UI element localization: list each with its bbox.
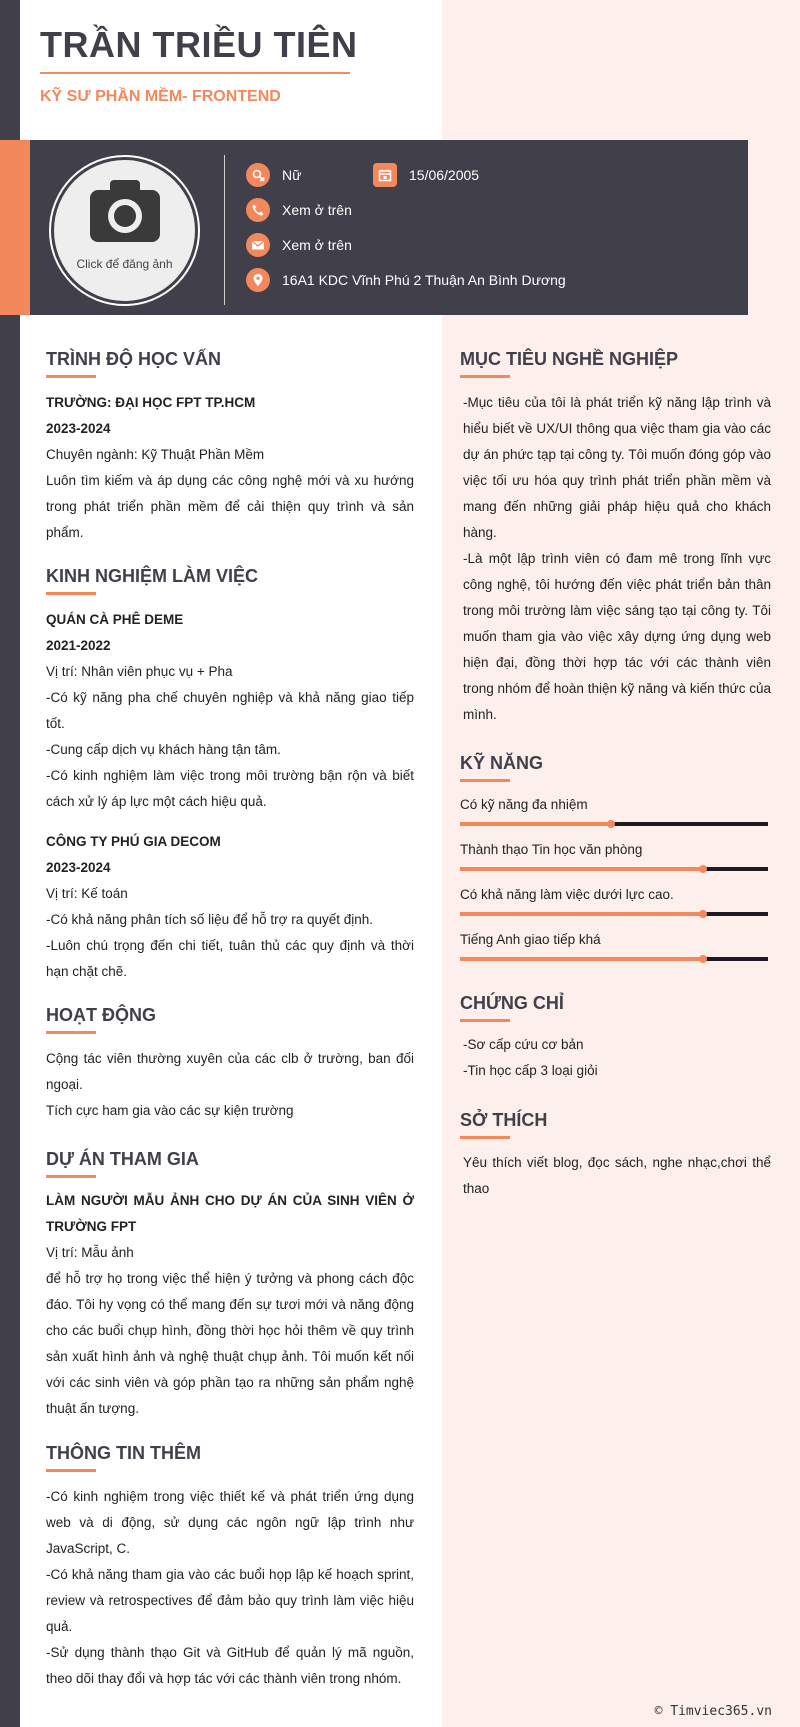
- hobbies-title-underline: [460, 1136, 510, 1139]
- job-position: Vị trí: Nhân viên phục vụ + Pha: [46, 664, 233, 679]
- additional-info-title-underline: [46, 1469, 96, 1472]
- gender-value: Nữ: [282, 167, 302, 183]
- birthday-item: [373, 163, 479, 187]
- avatar-caption: Click để đăng ảnh: [76, 257, 173, 271]
- experience-title-underline: [46, 592, 96, 595]
- phone-item: [246, 198, 352, 222]
- school-name: TRƯỜNG: ĐẠI HỌC FPT TP.HCM: [46, 395, 256, 410]
- additional-line: -Có kinh nghiệm trong việc thiết kế và phát triển ứng dụng web và di động, sử dụng các ngôn ngữ lập trình như JavaScript, C.: [46, 1489, 414, 1556]
- objective-line: -Là một lập trình viên có đam mê trong lĩnh vực công nghệ, tôi hướng đến việc phát triển bản thân trong môi trường làm việc sáng tạo tại công ty. Tôi muốn tham gia vào việc xây dựng ứng dụng web hiện đại, đồng thời hợp tác với các thành viên trong nhóm để hoàn thiện kỹ năng và kiến thức của mình.: [463, 551, 771, 722]
- phone-value: Xem ở trên: [282, 202, 352, 218]
- job-line: -Có kỹ năng pha chế chuyên nghiệp và khả năng giao tiếp tốt.: [46, 690, 414, 731]
- skill-label: Có khả năng làm việc dưới lực cao.: [460, 887, 674, 902]
- candidate-name: TRẦN TRIỀU TIÊN: [40, 24, 358, 65]
- education-title: TRÌNH ĐỘ HỌC VẤN: [46, 349, 221, 369]
- activity-line: Tích cực ham gia vào các sự kiện trường: [46, 1103, 294, 1118]
- job-position: Vị trí: Kế toán: [46, 886, 128, 901]
- skill-label: Thành thạo Tin học văn phòng: [460, 842, 643, 857]
- job-title: KỸ SƯ PHẦN MỀM- FRONTEND: [40, 88, 281, 105]
- header-accent-block: [0, 140, 30, 315]
- activity-line: Cộng tác viên thường xuyên của các clb ở trường, ban đối ngoại.: [46, 1051, 414, 1092]
- project-description: để hỗ trợ họ trong việc thể hiện ý tưởng và phong cách độc đáo. Tôi hy vọng có thể mang đến sự tươi mới và năng động cho các buổi chụp hình, đồng thời học hỏi thêm về quy trình sản xuất hình ảnh và nghệ thuật chụp ảnh. Tôi muốn kết nối với các sinh viên và góp phần tạo ra những sản phẩm nghệ thuật ấn tượng.: [46, 1271, 414, 1416]
- objective-title-underline: [460, 375, 510, 378]
- job-line: -Có khả năng phân tích số liệu để hỗ trợ ra quyết định.: [46, 912, 374, 927]
- additional-line: -Có khả năng tham gia vào các buổi họp lập kế hoạch sprint, review và retrospectives để đảm bảo quy trình làm việc hiệu quả.: [46, 1567, 414, 1634]
- email-value: Xem ở trên: [282, 237, 352, 253]
- address-item: [246, 268, 566, 292]
- education-description: Luôn tìm kiếm và áp dụng các công nghệ mới và xu hướng trong phát triển phần mềm để cải thiện quy trình và sản phẩm.: [46, 473, 414, 540]
- job-line: -Cung cấp dịch vụ khách hàng tận tâm.: [46, 742, 281, 757]
- company-name: CÔNG TY PHÚ GIA DECOM: [46, 834, 221, 849]
- projects-title-underline: [46, 1175, 96, 1178]
- skills-title: KỸ NĂNG: [460, 753, 544, 773]
- skill-bar: [460, 867, 768, 871]
- education-years: 2023-2024: [46, 421, 111, 436]
- certificate-line: -Sơ cấp cứu cơ bản: [463, 1037, 584, 1052]
- additional-line: -Sử dụng thành thạo Git và GitHub để quản lý mã nguồn, theo dõi thay đổi và hợp tác với các thành viên trong nhóm.: [46, 1645, 414, 1686]
- activities-title: HOẠT ĐỘNG: [46, 1005, 156, 1025]
- birthday-value: 15/06/2005: [409, 167, 480, 183]
- certificates-section: [463, 1032, 771, 1084]
- projects-title: DỰ ÁN THAM GIA: [46, 1149, 199, 1169]
- company-name: QUÁN CÀ PHÊ DEME: [46, 612, 184, 627]
- education-title-underline: [46, 375, 96, 378]
- skill-bar-fill: [460, 957, 703, 961]
- experience-job-2: [46, 829, 414, 985]
- mail-icon: [246, 233, 270, 257]
- additional-info-title: THÔNG TIN THÊM: [46, 1443, 201, 1463]
- experience-job-1: [46, 607, 414, 815]
- camera-icon: [90, 180, 160, 242]
- gender-icon: [246, 163, 270, 187]
- skill-bar-fill: [460, 912, 703, 916]
- hobbies-title: SỞ THÍCH: [460, 1110, 548, 1130]
- email-item: [246, 233, 352, 257]
- activities-section: [46, 1046, 414, 1124]
- certificate-line: -Tin học cấp 3 loại giỏi: [463, 1063, 598, 1078]
- job-years: 2021-2022: [46, 638, 111, 653]
- certificates-title: CHỨNG CHỈ: [460, 993, 564, 1013]
- hobbies-section: [463, 1150, 771, 1202]
- calendar-icon: [373, 163, 397, 187]
- project-name: LÀM NGƯỜI MẪU ẢNH CHO DỰ ÁN CỦA SINH VIÊN Ở TRƯỜNG FPT: [46, 1193, 414, 1234]
- skill-bar: [460, 822, 768, 826]
- projects-section: [46, 1188, 414, 1422]
- skill-bar: [460, 912, 768, 916]
- experience-title: KINH NGHIỆM LÀM VIỆC: [46, 566, 259, 586]
- location-pin-icon: [246, 268, 270, 292]
- skill-bar: [460, 957, 768, 961]
- objective-title: MỤC TIÊU NGHỀ NGHIỆP: [460, 349, 679, 369]
- skills-title-underline: [460, 779, 510, 782]
- project-position: Vị trí: Mẫu ảnh: [46, 1245, 134, 1260]
- hobbies-text: Yêu thích viết blog, đọc sách, nghe nhạc,chơi thể thao: [463, 1155, 771, 1196]
- education-major: Chuyên ngành: Kỹ Thuật Phần Mềm: [46, 447, 265, 462]
- skill-label: Tiếng Anh giao tiếp khá: [460, 932, 601, 947]
- footer-watermark: © Timviec365.vn: [654, 1704, 772, 1719]
- skill-label: Có kỹ năng đa nhiệm: [460, 797, 588, 812]
- additional-info-section: [46, 1484, 414, 1692]
- job-line: -Luôn chú trọng đến chi tiết, tuân thủ các quy định và thời hạn chặt chẽ.: [46, 938, 414, 979]
- objective-line: -Mục tiêu của tôi là phát triển kỹ năng lập trình và hiểu biết về UX/UI thông qua việc tham gia vào các dự án phức tạp tại công ty. Tôi muốn đóng góp vào việc tối ưu hóa quy trình phát triển phần mềm và mang đến những giải pháp hiệu quả cho khách hàng.: [463, 395, 771, 540]
- skill-bar-handle: [607, 820, 615, 828]
- skill-bar-fill: [460, 822, 611, 826]
- job-line: -Có kinh nghiệm làm việc trong môi trường bận rộn và biết cách xử lý áp lực một cách hiệu quả.: [46, 768, 414, 809]
- job-years: 2023-2024: [46, 860, 111, 875]
- header-divider: [224, 155, 225, 305]
- education-section: [46, 390, 414, 546]
- name-underline: [40, 72, 350, 74]
- certificates-title-underline: [460, 1019, 510, 1022]
- phone-icon: [246, 198, 270, 222]
- objective-section: [463, 390, 771, 728]
- avatar-upload[interactable]: [54, 160, 195, 301]
- activities-title-underline: [46, 1031, 96, 1034]
- skill-bar-fill: [460, 867, 703, 871]
- address-value: 16A1 KDC Vĩnh Phú 2 Thuận An Bình Dương: [282, 272, 566, 288]
- gender-item: [246, 163, 301, 187]
